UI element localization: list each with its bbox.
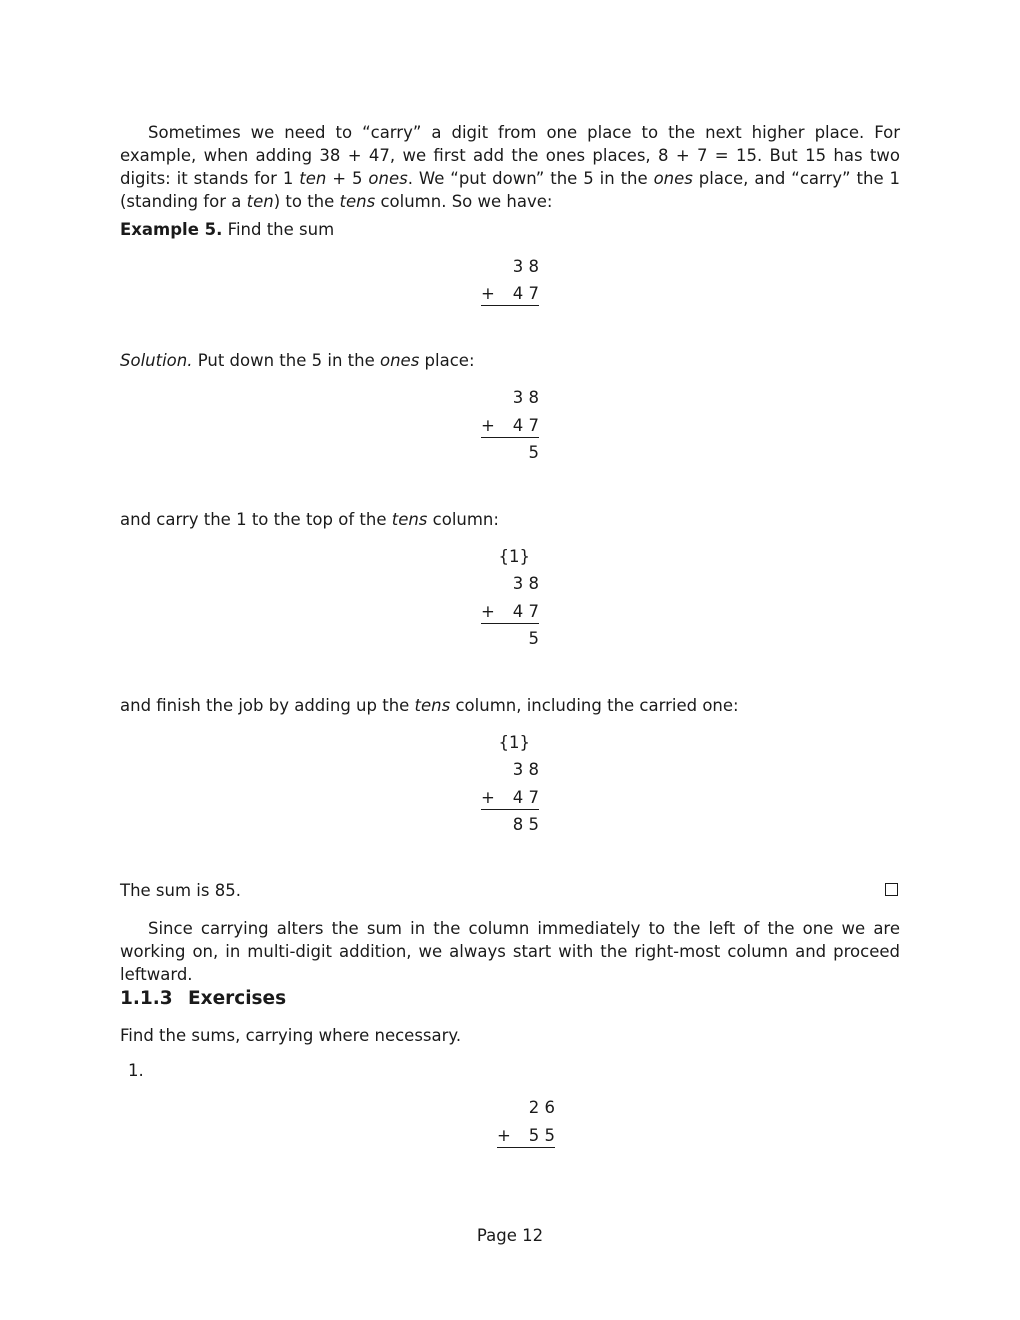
intro-paragraph [120,121,900,213]
plus-sign: + [497,1126,511,1145]
intro-ones-2: ones [653,169,693,188]
intro-ten-2: ten [246,192,274,211]
solution-line [120,349,475,372]
sum-rule [481,809,539,810]
section-number: 1.1.3 [120,988,173,1009]
intro-ones: ones [368,169,408,188]
sum-bottom-addend: 4 7 [512,284,539,303]
plus-sign: + [481,416,495,435]
sum-rule [481,623,539,624]
step3-tens: tens [414,696,451,715]
sum-result: 5 [528,629,539,648]
exercise-number: 1. [128,1061,144,1080]
sum-top-addend: 3 8 [512,574,539,593]
step2-text-2: column: [427,510,499,529]
example-heading [120,218,334,241]
intro-text-6: column. So we have: [375,192,553,211]
example-prompt: Find the sum [227,220,335,239]
sum-rule [481,437,539,438]
sum-example [481,256,539,308]
sum-top-addend: 3 8 [512,388,539,407]
sum-step-2 [481,546,539,654]
sum-bottom-addend: 5 5 [528,1126,555,1145]
sum-rule [497,1147,555,1148]
intro-text-4: place, and “carry” the 1 (standing for a [120,169,901,211]
exercise-instructions: Find the sums, carrying where necessary. [120,1026,462,1045]
solution-text-1: Put down the 5 in the [192,351,380,370]
example-label: Example 5. [120,220,223,239]
page-number-footer: Page 12 [476,1226,544,1245]
step2-tens: tens [391,510,428,529]
intro-text-2: + 5 [326,169,369,188]
solution-text-2: place: [419,351,475,370]
step2-text-1: and carry the 1 to the top of the [120,510,392,529]
solution-ones: ones [380,351,420,370]
step-finish-line [120,694,739,717]
sum-bottom-addend: 4 7 [512,416,539,435]
sum-step-1 [481,387,539,467]
intro-ten: ten [299,169,327,188]
intro-tens: tens [339,192,376,211]
step-carry-line [120,508,499,531]
sum-top-addend: 3 8 [512,760,539,779]
plus-sign: + [481,788,495,807]
sum-bottom-addend: 4 7 [512,602,539,621]
section-title: Exercises [188,988,287,1009]
exercise-1-sum [497,1097,555,1149]
step3-text-2: column, including the carried one: [450,696,739,715]
sum-rule [481,305,539,306]
plus-sign: + [481,602,495,621]
intro-text-5: ) to the [273,192,340,211]
carry-digit: {1} [498,733,530,752]
sum-result: 8 5 [512,815,539,834]
solution-label: Solution. [120,351,193,370]
section-heading [120,986,286,1012]
intro-text-3: . We “put down” the 5 in the [407,169,654,188]
sum-result: 5 [528,443,539,462]
conclusion-text: The sum is 85. [120,881,241,900]
sum-top-addend: 2 6 [528,1098,555,1117]
plus-sign: + [481,284,495,303]
step3-text-1: and finish the job by adding up the [120,696,415,715]
sum-bottom-addend: 4 7 [512,788,539,807]
sum-step-3 [481,732,539,840]
qed-square-icon [885,883,898,896]
intro-text-1: Sometimes we need to “carry” a digit from one place to the next higher place. For example, when adding 38 + 47, we first add the ones places, 8 + 7 = 15. But 15 has two digits: it stands for 1 [120,123,900,188]
carry-digit: {1} [498,547,530,566]
carrying-note-paragraph: Since carrying alters the sum in the column immediately to the left of the one we are working on, in multi-digit addition, we always start with the right-most column and proceed leftward. [120,919,900,984]
sum-top-addend: 3 8 [512,257,539,276]
